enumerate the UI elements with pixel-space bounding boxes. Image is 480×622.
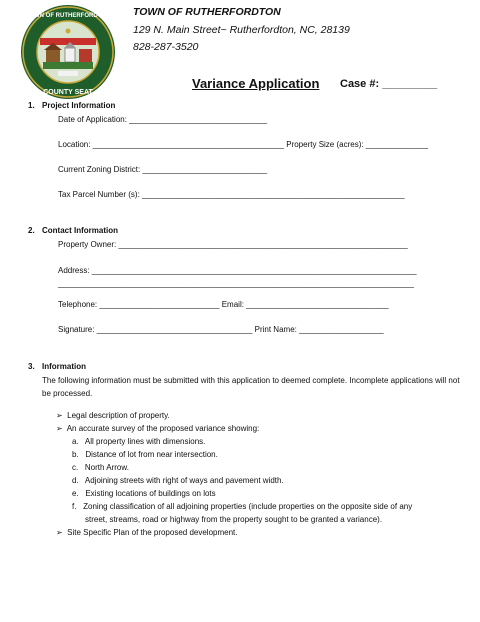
list-item-f-continued bbox=[85, 515, 382, 524]
form-title: Variance Application bbox=[192, 76, 320, 91]
bullet-text: Site Specific Plan of the proposed development. bbox=[67, 528, 238, 537]
list-item-f bbox=[72, 502, 412, 511]
town-phone: 828-287-3520 bbox=[133, 41, 199, 53]
list-letter: d. bbox=[72, 476, 79, 485]
town-address: 129 N. Main Street~ Rutherfordton, NC, 28139 bbox=[133, 24, 350, 36]
list-text: Existing locations of buildings on lots bbox=[85, 489, 216, 498]
list-letter: e. bbox=[72, 489, 79, 498]
arrow-bullet-icon: ➢ bbox=[56, 528, 63, 537]
list-text: North Arrow. bbox=[84, 463, 129, 472]
list-item-b bbox=[72, 450, 218, 459]
list-item-d bbox=[72, 476, 284, 485]
telephone-email-field[interactable]: Telephone: ___________________________ Email: ________________________________ bbox=[58, 300, 389, 309]
arrow-bullet-icon: ➢ bbox=[56, 411, 63, 420]
address-field-line-2[interactable]: ________________________________________________________________________________ bbox=[58, 279, 414, 288]
section-1-heading bbox=[28, 101, 115, 110]
list-text: Adjoining streets with right of ways and pavement width. bbox=[84, 476, 284, 485]
section-1-number: 1. bbox=[28, 101, 35, 110]
list-letter: a. bbox=[72, 437, 79, 446]
zoning-district-field[interactable]: Current Zoning District: ____________________________ bbox=[58, 165, 268, 174]
section-2-title: Contact Information bbox=[42, 226, 118, 235]
svg-text:TOWN OF RUTHERFORDTON: TOWN OF RUTHERFORDTON bbox=[25, 13, 111, 19]
list-letter: c. bbox=[72, 463, 79, 472]
bullet-text: An accurate survey of the proposed variance showing: bbox=[66, 424, 260, 433]
section-3-heading bbox=[28, 362, 86, 371]
tax-parcel-field[interactable]: Tax Parcel Number (s): ___________________________________________________________ bbox=[58, 190, 405, 199]
location-and-size-field[interactable]: Location: ___________________________________________ Property Size (acres): ______________ bbox=[58, 140, 429, 149]
list-text: All property lines with dimensions. bbox=[84, 437, 206, 446]
property-owner-field[interactable]: Property Owner: _________________________________________________________________ bbox=[58, 240, 408, 249]
address-field[interactable]: Address: _________________________________________________________________________ bbox=[58, 266, 417, 275]
list-letter: f. bbox=[72, 502, 77, 511]
section-1-title: Project Information bbox=[42, 101, 116, 110]
town-seal-logo bbox=[20, 4, 116, 100]
bullet-survey bbox=[56, 424, 259, 433]
section-3-intro: The following information must be submitted with this application to deemed complete. Incomplete applications will not be processed. bbox=[42, 376, 460, 398]
list-text: Zoning classification of all adjoining properties (include properties on the opposite side of any bbox=[83, 502, 413, 511]
arrow-bullet-icon: ➢ bbox=[56, 424, 63, 433]
bullet-site-plan bbox=[56, 528, 237, 537]
list-item-e bbox=[72, 489, 216, 498]
town-name: TOWN OF RUTHERFORDTON bbox=[133, 6, 281, 18]
svg-text:COUNTY SEAT: COUNTY SEAT bbox=[43, 89, 93, 96]
section-3-number: 3. bbox=[28, 362, 35, 371]
date-of-application-field[interactable]: Date of Application: _______________________________ bbox=[58, 115, 268, 124]
list-text: Distance of lot from near intersection. bbox=[85, 450, 218, 459]
signature-print-name-field[interactable]: Signature: ___________________________________ Print Name: ___________________ bbox=[58, 325, 384, 334]
bullet-text: Legal description of property. bbox=[67, 411, 170, 420]
list-item-c bbox=[72, 463, 129, 472]
section-3-title: Information bbox=[42, 362, 86, 371]
list-letter: b. bbox=[72, 450, 79, 459]
list-text: street, streams, road or highway from the property sought to be granted a variance). bbox=[85, 515, 383, 524]
bullet-legal-description bbox=[56, 411, 170, 420]
section-2-heading bbox=[28, 226, 118, 235]
section-2-number: 2. bbox=[28, 226, 35, 235]
list-item-a bbox=[72, 437, 205, 446]
case-number-field[interactable]: Case #: _________ bbox=[340, 78, 438, 90]
